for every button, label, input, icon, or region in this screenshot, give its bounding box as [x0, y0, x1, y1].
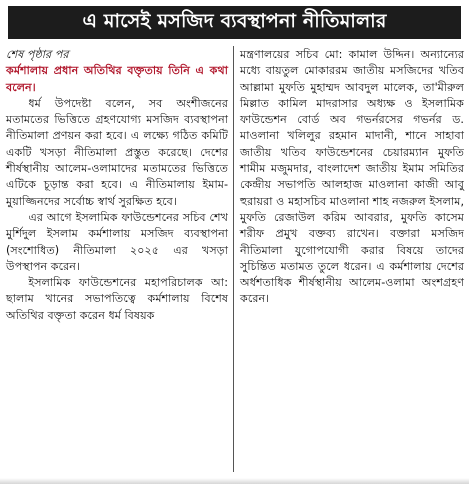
column-divider	[233, 46, 234, 472]
left-column	[6, 47, 228, 324]
lead-paragraph: কর্মশালায় প্রধান অতিথির বক্তৃতায় তিনি এ কথা বলেন।	[6, 64, 228, 94]
right-column	[240, 47, 464, 308]
body-paragraph-2: এর আগে ইসলামিক ফাউন্ডেশনের সচিব শেখ মুর্শিদুল ইসলাম কর্মশালায় মসজিদ ব্যবস্থাপনা (সংশোধিত) নীতিমালা ২০২৫ এর খসড়া উপস্থাপন করেন।	[6, 210, 228, 273]
body-paragraph-1: ধর্ম উপদেষ্টা বলেন, সব অংশীজনের মতামতের ভিত্তিতে গ্রহণযোগ্য মসজিদ ব্যবস্থাপনা নীতিমালা প্রণয়ন করা হবে। এ লক্ষ্যে গঠিত কমিটি একটি খসড়া নীতিমালা প্রস্তুত করেছে। দেশের শীর্ষস্থানীয় আলেম-ওলামাদের মতামতের ভিত্তিতে এটিকে চূড়ান্ত করা হবে। এ নীতিমালায় ইমাম-মুয়াজ্জিনদের সর্বোচ্চ স্বার্থ সুরক্ষিত হবে।	[6, 96, 228, 208]
body-paragraph-3: ইসলামিক ফাউন্ডেশনের মহাপরিচালক আ: ছালাম খানের সভাপতিত্বে কর্মশালায় বিশেষ অতিথির বক্তৃতা করেন ধর্ম বিষয়ক	[6, 276, 228, 322]
headline-text: এ মাসেই মসজিদ ব্যবস্থাপনা নীতিমালার	[82, 9, 387, 32]
body-paragraph-4: মন্ত্রণালয়ের সচিব মো: কামাল উদ্দিন। অন্যান্যের মধ্যে বায়তুল মোকাররম জাতীয় মসজিদের খতিব আল্লামা মুফতি মুহাম্মদ আবদুল মালেক, তা'মীরুল মিল্লাত কামিল মাদরাসার অধ্যক্ষ ও ইসলামিক ফাউন্ডেশন বোর্ড অব গভর্নরসের গভর্নর ড. মাওলানা খলিলুর রহমান মাদানী, শানে সাহাবা জাতীয় খতিব ফাউন্ডেশনের চেয়ারম্যান মুফতি শামীম মজুমদার, বাংলাদেশ জাতীয় ইমাম সমিতির কেন্দ্রীয় সভাপতি আলহাজ মাওলানা কাজী আবু হুরায়রা ও মহাসচিব মাওলানা শাহ নজরুল ইসলাম, মুফতি রেজাউল করিম আবরার, মুফতি কাসেম শরীফ প্রমুখ বক্তব্য রাখেন। বক্তারা মসজিদ নীতিমালা যুগোপযোগী করার বিষয়ে তাদের সুচিন্তিত মতামত তুলে ধরেন। এ কর্মশালায় দেশের অর্ধশতাধিক শীর্ষস্থানীয় আলেম-ওলামা অংশগ্রহণ করেন।	[240, 48, 464, 306]
continued-from-label: শেষ পৃষ্ঠার পর	[6, 48, 69, 61]
page-bottom-edge	[0, 478, 469, 484]
headline-banner	[8, 6, 461, 39]
